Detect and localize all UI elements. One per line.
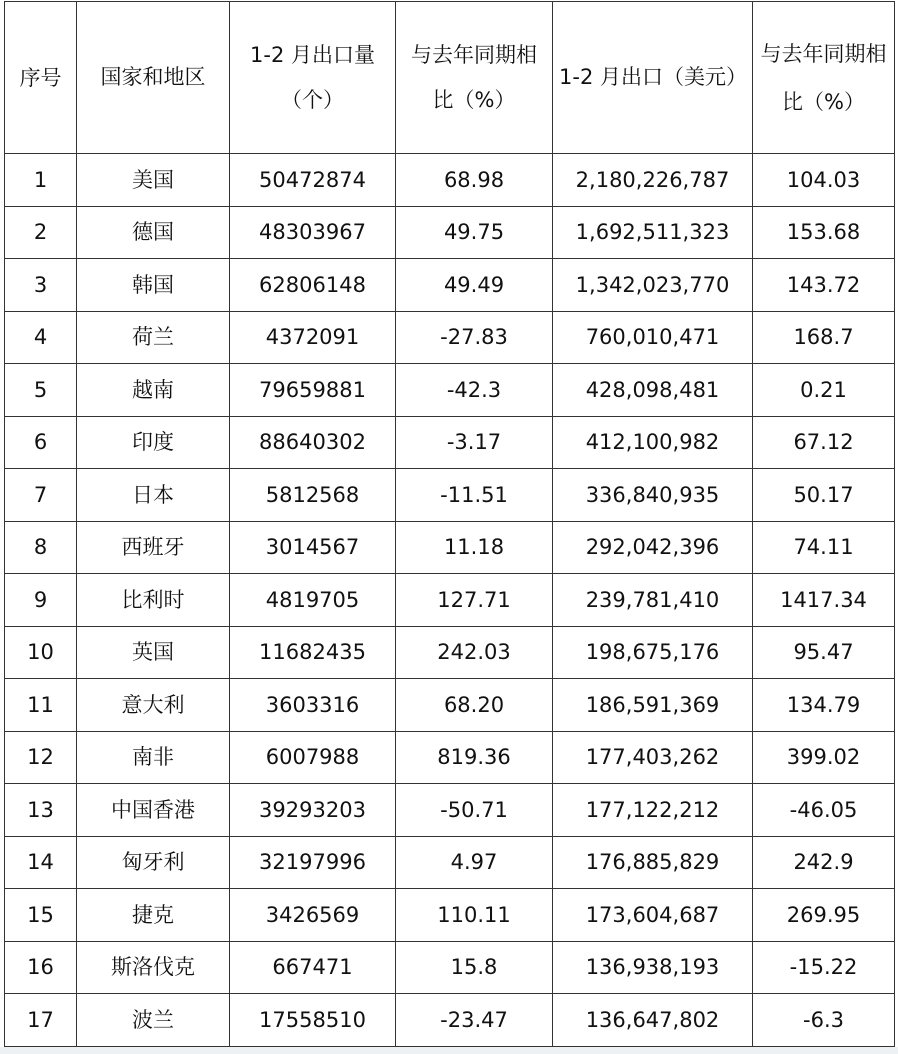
cell-usd-yoy: 399.02	[753, 731, 895, 784]
cell-region: 意大利	[77, 679, 230, 732]
cell-region: 波兰	[77, 994, 230, 1047]
cell-seq: 8	[5, 521, 77, 574]
cell-region: 英国	[77, 626, 230, 679]
cell-quantity-yoy: 49.75	[396, 206, 553, 259]
cell-export-quantity: 667471	[230, 941, 396, 994]
cell-quantity-yoy: 110.11	[396, 889, 553, 942]
cell-seq: 2	[5, 206, 77, 259]
header-seq: 序号	[5, 2, 77, 154]
cell-usd-yoy: 95.47	[753, 626, 895, 679]
cell-seq: 6	[5, 416, 77, 469]
cell-seq: 1	[5, 154, 77, 207]
cell-export-quantity: 88640302	[230, 416, 396, 469]
cell-seq: 12	[5, 731, 77, 784]
cell-export-quantity: 62806148	[230, 259, 396, 312]
header-qty: 1-2 月出口量（个）	[230, 2, 396, 154]
cell-quantity-yoy: 68.98	[396, 154, 553, 207]
cell-region: 美国	[77, 154, 230, 207]
cell-export-quantity: 50472874	[230, 154, 396, 207]
cell-export-quantity: 3014567	[230, 521, 396, 574]
cell-region: 德国	[77, 206, 230, 259]
cell-quantity-yoy: 4.97	[396, 836, 553, 889]
table-row	[5, 679, 895, 732]
table-row	[5, 259, 895, 312]
table-row	[5, 731, 895, 784]
cell-region: 捷克	[77, 889, 230, 942]
cell-region: 南非	[77, 731, 230, 784]
cell-seq: 14	[5, 836, 77, 889]
cell-quantity-yoy: -42.3	[396, 364, 553, 417]
cell-region: 越南	[77, 364, 230, 417]
cell-usd-yoy: -6.3	[753, 994, 895, 1047]
cell-region: 斯洛伐克	[77, 941, 230, 994]
table-row	[5, 364, 895, 417]
cell-seq: 10	[5, 626, 77, 679]
cell-quantity-yoy: 819.36	[396, 731, 553, 784]
cell-export-quantity: 39293203	[230, 784, 396, 837]
cell-usd-yoy: 50.17	[753, 469, 895, 522]
bottom-edge-strip	[0, 1047, 898, 1054]
cell-region: 韩国	[77, 259, 230, 312]
cell-region: 印度	[77, 416, 230, 469]
cell-export-quantity: 48303967	[230, 206, 396, 259]
cell-usd-yoy: 104.03	[753, 154, 895, 207]
table-row	[5, 836, 895, 889]
header-row	[5, 2, 895, 154]
cell-seq: 3	[5, 259, 77, 312]
cell-export-usd: 176,885,829	[553, 836, 753, 889]
cell-usd-yoy: -46.05	[753, 784, 895, 837]
cell-export-usd: 1,342,023,770	[553, 259, 753, 312]
cell-export-usd: 412,100,982	[553, 416, 753, 469]
table-row	[5, 521, 895, 574]
cell-export-usd: 198,675,176	[553, 626, 753, 679]
cell-usd-yoy: 134.79	[753, 679, 895, 732]
cell-usd-yoy: 153.68	[753, 206, 895, 259]
cell-seq: 11	[5, 679, 77, 732]
table-row	[5, 574, 895, 627]
cell-export-usd: 760,010,471	[553, 311, 753, 364]
cell-usd-yoy: 0.21	[753, 364, 895, 417]
cell-export-usd: 1,692,511,323	[553, 206, 753, 259]
cell-seq: 7	[5, 469, 77, 522]
cell-export-quantity: 17558510	[230, 994, 396, 1047]
cell-region: 比利时	[77, 574, 230, 627]
cell-export-quantity: 6007988	[230, 731, 396, 784]
cell-usd-yoy: -15.22	[753, 941, 895, 994]
cell-export-usd: 186,591,369	[553, 679, 753, 732]
cell-seq: 13	[5, 784, 77, 837]
header-region: 国家和地区	[77, 2, 230, 154]
cell-export-quantity: 5812568	[230, 469, 396, 522]
table-row	[5, 206, 895, 259]
cell-export-quantity: 32197996	[230, 836, 396, 889]
cell-region: 匈牙利	[77, 836, 230, 889]
cell-export-usd: 292,042,396	[553, 521, 753, 574]
cell-region: 西班牙	[77, 521, 230, 574]
cell-export-usd: 177,403,262	[553, 731, 753, 784]
table-body	[5, 154, 895, 1047]
table-row	[5, 889, 895, 942]
table-row	[5, 154, 895, 207]
cell-quantity-yoy: -50.71	[396, 784, 553, 837]
table-row	[5, 626, 895, 679]
cell-seq: 9	[5, 574, 77, 627]
cell-usd-yoy: 74.11	[753, 521, 895, 574]
cell-export-usd: 173,604,687	[553, 889, 753, 942]
cell-export-usd: 239,781,410	[553, 574, 753, 627]
cell-usd-yoy: 242.9	[753, 836, 895, 889]
cell-export-quantity: 4372091	[230, 311, 396, 364]
header-qty-yoy: 与去年同期相比（%）	[396, 2, 553, 154]
cell-region: 日本	[77, 469, 230, 522]
cell-quantity-yoy: 127.71	[396, 574, 553, 627]
cell-seq: 16	[5, 941, 77, 994]
cell-region: 中国香港	[77, 784, 230, 837]
header-usd: 1-2 月出口（美元）	[553, 2, 753, 154]
table-row	[5, 994, 895, 1047]
header-usd-yoy: 与去年同期相比（%）	[753, 2, 895, 154]
table-row	[5, 784, 895, 837]
cell-export-quantity: 11682435	[230, 626, 396, 679]
cell-usd-yoy: 67.12	[753, 416, 895, 469]
cell-export-usd: 136,647,802	[553, 994, 753, 1047]
cell-region: 荷兰	[77, 311, 230, 364]
cell-quantity-yoy: 11.18	[396, 521, 553, 574]
cell-quantity-yoy: 15.8	[396, 941, 553, 994]
cell-quantity-yoy: -23.47	[396, 994, 553, 1047]
cell-usd-yoy: 1417.34	[753, 574, 895, 627]
cell-export-quantity: 4819705	[230, 574, 396, 627]
cell-usd-yoy: 143.72	[753, 259, 895, 312]
table-row	[5, 311, 895, 364]
cell-seq: 15	[5, 889, 77, 942]
cell-export-quantity: 3426569	[230, 889, 396, 942]
cell-quantity-yoy: 49.49	[396, 259, 553, 312]
table-row	[5, 469, 895, 522]
cell-quantity-yoy: -11.51	[396, 469, 553, 522]
cell-export-usd: 2,180,226,787	[553, 154, 753, 207]
export-data-table	[4, 1, 895, 1047]
cell-usd-yoy: 269.95	[753, 889, 895, 942]
table-row	[5, 416, 895, 469]
cell-quantity-yoy: 242.03	[396, 626, 553, 679]
table-header	[5, 2, 895, 154]
cell-export-usd: 177,122,212	[553, 784, 753, 837]
cell-seq: 17	[5, 994, 77, 1047]
table-row	[5, 941, 895, 994]
cell-export-usd: 336,840,935	[553, 469, 753, 522]
cell-seq: 4	[5, 311, 77, 364]
cell-export-quantity: 79659881	[230, 364, 396, 417]
cell-quantity-yoy: -27.83	[396, 311, 553, 364]
cell-usd-yoy: 168.7	[753, 311, 895, 364]
cell-quantity-yoy: -3.17	[396, 416, 553, 469]
cell-quantity-yoy: 68.20	[396, 679, 553, 732]
cell-export-usd: 136,938,193	[553, 941, 753, 994]
cell-seq: 5	[5, 364, 77, 417]
cell-export-quantity: 3603316	[230, 679, 396, 732]
cell-export-usd: 428,098,481	[553, 364, 753, 417]
